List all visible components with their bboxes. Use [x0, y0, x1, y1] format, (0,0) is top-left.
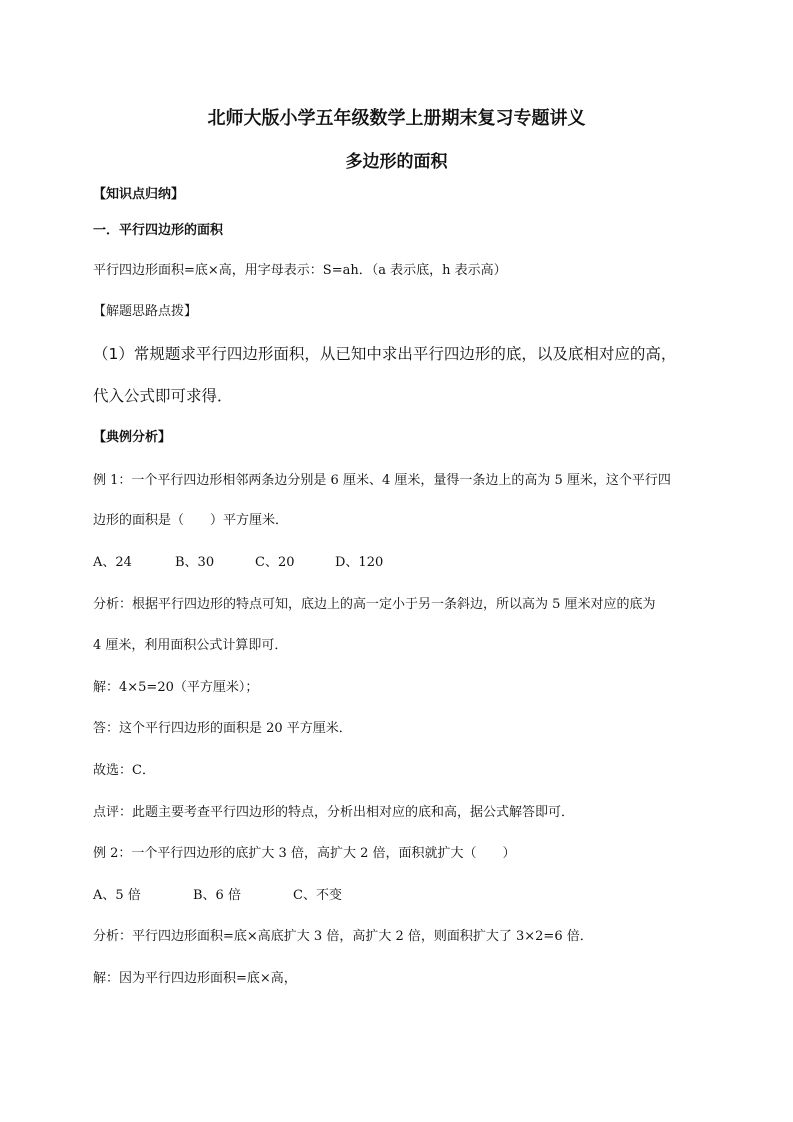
- option-d: D、120: [335, 555, 384, 570]
- document-title: 北师大版小学五年级数学上册期末复习专题讲义: [207, 108, 586, 129]
- tip-line: （1）常规题求平行四边形面积，从已知中求出平行四边形的底，以及底相对应的高，: [93, 345, 677, 363]
- example1-analysis: 分析：根据平行四边形的特点可知，底边上的高一定小于另一条斜边，所以高为 5 厘米对应的底为: [93, 597, 656, 612]
- option-b: B、30: [175, 555, 215, 570]
- document-subtitle: 多边形的面积: [345, 152, 448, 172]
- example2-options: [93, 888, 342, 904]
- tips-header: 【解题思路点拨】: [93, 304, 198, 319]
- option-c: C、不变: [293, 888, 342, 903]
- example2-question: 例 2：一个平行四边形的底扩大 3 倍，高扩大 2 倍，面积就扩大（ ）: [93, 846, 516, 861]
- example1-question: 例 1：一个平行四边形相邻两条边分别是 6 厘米、4 厘米，量得一条边上的高为 5 厘米，这个平行四: [93, 473, 671, 488]
- tip-line: 代入公式即可求得．: [93, 387, 233, 405]
- example1-question: 边形的面积是（ ）平方厘米．: [93, 513, 289, 528]
- example1-options: [93, 555, 383, 571]
- option-a: A、5 倍: [93, 888, 141, 903]
- example1-comment: 点评：此题主要考查平行四边形的特点，分析出相对应的底和高，据公式解答即可．: [93, 805, 575, 820]
- formula-line: 平行四边形面积=底×高，用字母表示：S=ah．（a 表示底，h 表示高）: [93, 263, 507, 278]
- example1-solution: 解：4×5=20（平方厘米）；: [93, 680, 259, 695]
- section-heading: 一．平行四边形的面积: [93, 223, 224, 238]
- option-b: B、6 倍: [193, 888, 241, 903]
- examples-header: 【典例分析】: [93, 430, 172, 445]
- example2-solution: 解：因为平行四边形面积=底×高，: [93, 971, 297, 986]
- example2-analysis: 分析：平行四边形面积=底×高底扩大 3 倍，高扩大 2 倍，则面积扩大了 3×2=6 倍．: [93, 929, 593, 944]
- option-a: A、24: [93, 555, 132, 570]
- option-c: C、20: [255, 555, 295, 570]
- example1-analysis: 4 厘米，利用面积公式计算即可．: [93, 638, 288, 653]
- example1-answer: 答：这个平行四边形的面积是 20 平方厘米．: [93, 721, 352, 736]
- knowledge-header: 【知识点归纳】: [93, 187, 185, 202]
- example1-choice: 故选：C．: [93, 763, 155, 778]
